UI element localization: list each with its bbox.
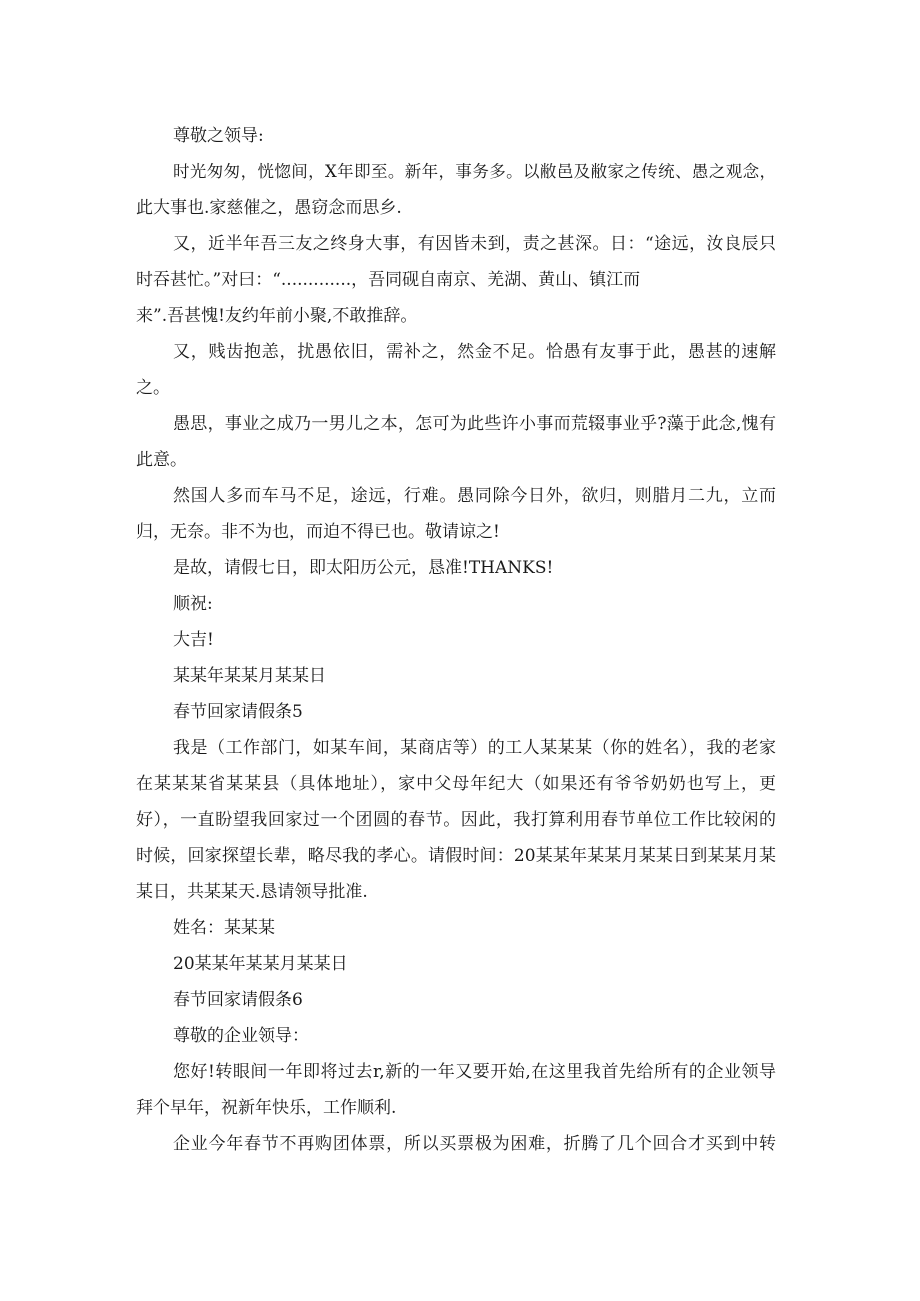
text-line: 然国人多而车马不足，途远，行难。愚同除今日外，欲归，则腊月二九，立而 — [173, 486, 776, 506]
text-line: 尊敬之领导: — [173, 126, 264, 146]
text-line: 好），一直盼望我回家过一个团圆的春节。因此，我打算利用春节单位工作比较闲的 — [136, 810, 776, 830]
text-line: 时光匆匆，恍惚间，X年即至。新年，事务多。以敝邑及敝家之传统、愚之观念， — [173, 162, 776, 181]
text-line: 此大事也.家慈催之，愚窃念而思乡. — [136, 198, 402, 218]
text-line: 在某某某省某某县（具体地址），家中父母年纪大（如果还有爷爷奶奶也写上，更 — [136, 774, 776, 794]
text-line: 您好!转眼间一年即将过去r,新的一年又要开始,在这里我首先给所有的企业领导 — [173, 1062, 776, 1082]
text-line: 某日，共某某天.恳请领导批准. — [136, 882, 368, 902]
text-line: 是故，请假七日，即太阳历公元，恳准!THANKS! — [173, 558, 554, 578]
text-line: 之。 — [136, 378, 170, 398]
text-line: 此意。 — [136, 450, 187, 470]
section-heading: 春节回家请假条6 — [173, 990, 303, 1010]
text-line: 拜个早年，祝新年快乐，工作顺利. — [136, 1098, 397, 1118]
text-line: 企业今年春节不再购团体票，所以买票极为困难，折腾了几个回合才买到中转 — [173, 1134, 776, 1154]
text-line: 来”.吾甚愧!友约年前小聚,不敢推辞。 — [136, 306, 418, 326]
section-heading: 春节回家请假条5 — [173, 702, 303, 722]
text-line: 姓名：某某某 — [173, 918, 275, 938]
text-line: 时候，回家探望长辈，略尽我的孝心。请假时间：20某某年某某月某某日到某某月某 — [136, 846, 776, 866]
text-line: 归，无奈。非不为也，而迫不得已也。敬请谅之! — [136, 522, 500, 542]
text-line: 愚思，事业之成乃一男儿之本，怎可为此些许小事而荒辍事业乎?藻于此念,愧有 — [173, 414, 776, 434]
text-line: 我是（工作部门，如某车间，某商店等）的工人某某某（你的姓名），我的老家 — [173, 738, 776, 758]
text-line: 又，近半年吾三友之终身大事，有因皆未到，责之甚深。日：“途远，汝良辰只 — [173, 234, 776, 254]
text-line: 某某年某某月某某日 — [173, 666, 326, 686]
text-line: 又，贱齿抱恙，扰愚依旧，需补之，然金不足。恰愚有友事于此，愚甚的速解 — [173, 342, 776, 362]
text-line: 时吞甚忙。”对曰：“.............，吾同砚自南京、羌湖、黄山、镇江而 — [136, 270, 641, 290]
document-body — [136, 118, 776, 1162]
text-line: 20某某年某某月某某日 — [173, 954, 348, 974]
text-line: 尊敬的企业领导： — [173, 1026, 309, 1046]
text-line: 顺祝: — [173, 594, 213, 614]
text-line: 大吉! — [173, 630, 214, 650]
